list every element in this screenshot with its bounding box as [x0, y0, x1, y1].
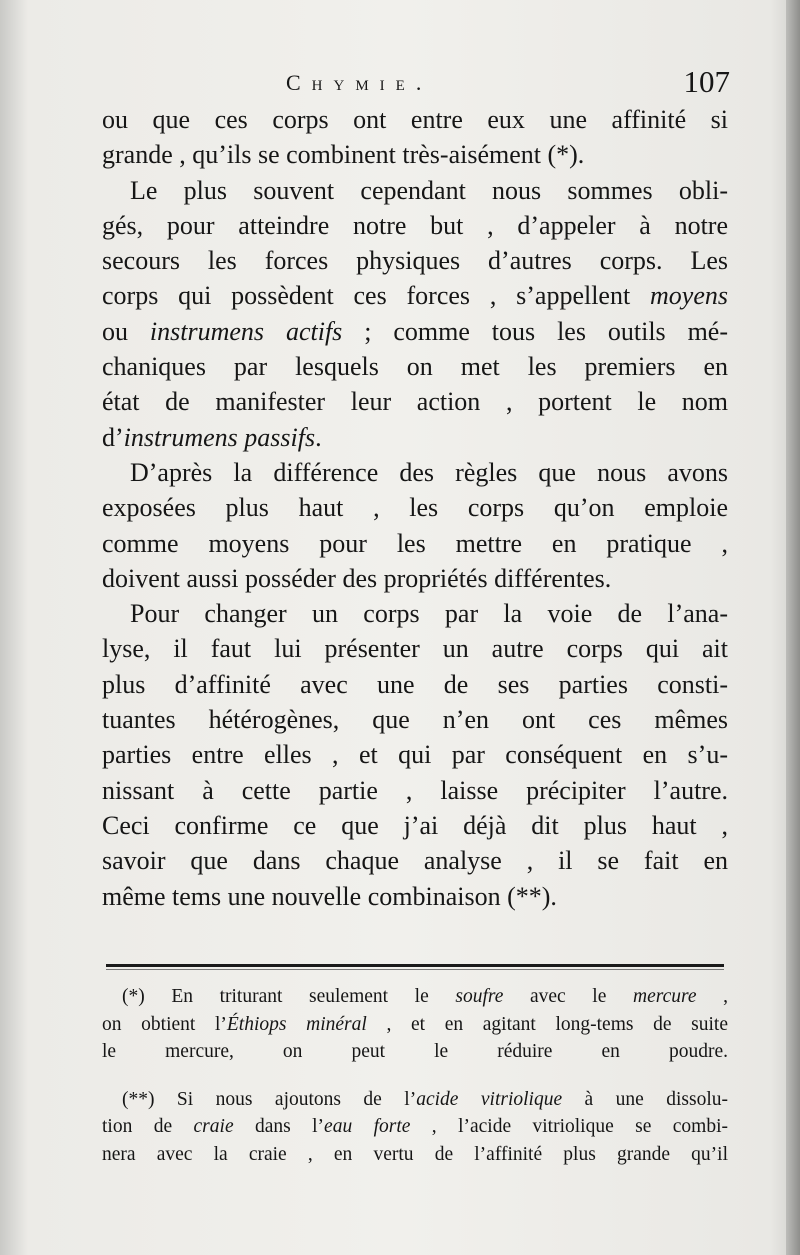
- text-run: chaniques par lesquels on met les premiers en: [102, 352, 728, 382]
- text-line: [102, 102, 728, 137]
- text-line: [102, 243, 728, 278]
- text-run: même tems une nouvelle combinaison (**).: [102, 881, 557, 911]
- text-run: on obtient l’: [102, 1013, 227, 1035]
- text-line: [102, 349, 728, 384]
- text-run: ,: [696, 986, 729, 1007]
- paragraph: [102, 102, 728, 173]
- text-run: , l’acide vitriolique se combi-: [410, 1116, 729, 1137]
- text-run: Le plus souvent cependant nous sommes obli-: [130, 175, 728, 205]
- footnote-line: [102, 1011, 728, 1039]
- text-run: état de manifester leur action , portent le nom: [102, 387, 728, 417]
- footnotes: [102, 983, 728, 1168]
- paragraph: [102, 596, 728, 914]
- text-run: gés, pour atteindre notre but , d’appeler à notre: [102, 210, 728, 240]
- page-header: [102, 64, 730, 104]
- text-line: [102, 596, 728, 631]
- text-run: , et en agitant long-tems de suite: [366, 1013, 729, 1035]
- text-line: [102, 526, 728, 561]
- text-line: [102, 843, 728, 878]
- running-title: Chymie.: [286, 70, 433, 95]
- text-run: savoir que dans chaque analyse , il se fait en: [102, 846, 728, 876]
- text-run: le mercure, on peut le réduire en poudre.: [102, 1041, 728, 1062]
- italic-term: mercure: [633, 986, 697, 1007]
- footnote-line: [102, 1113, 728, 1141]
- text-run: ; comme tous les outils mé-: [342, 316, 729, 346]
- text-line: [102, 455, 728, 490]
- footnote-separator-rule: [106, 964, 724, 967]
- footnote-line: [102, 1038, 728, 1066]
- text-line: [102, 773, 728, 808]
- footnote: [102, 1086, 728, 1169]
- text-line: [102, 737, 728, 772]
- body-text: [102, 102, 728, 914]
- text-line: [102, 314, 728, 349]
- text-run: (*) En triturant seulement le: [122, 986, 456, 1007]
- text-run: .: [315, 422, 322, 452]
- italic-term: Éthiops minéral: [226, 1013, 367, 1035]
- text-run: nera avec la craie , en vertu de l’affinité plus grande qu’il: [102, 1143, 728, 1165]
- italic-term: eau forte: [324, 1116, 411, 1137]
- text-run: ou: [102, 316, 150, 346]
- footnote-line: [102, 1141, 728, 1169]
- text-line: [102, 490, 728, 525]
- text-line: [102, 879, 728, 914]
- text-line: [102, 384, 728, 419]
- text-line: [102, 208, 728, 243]
- italic-term: instrumens passifs: [123, 422, 316, 452]
- text-run: exposées plus haut , les corps qu’on emploie: [102, 493, 728, 523]
- text-run: à une dissolu-: [562, 1088, 728, 1110]
- italic-term: acide vitriolique: [416, 1088, 563, 1110]
- text-run: grande , qu’ils se combinent très-aisément (*).: [102, 140, 585, 170]
- footnote-separator-hairline: [106, 969, 724, 970]
- text-run: Pour changer un corps par la voie de l’ana-: [130, 599, 728, 629]
- text-run: ou que ces corps ont entre eux une affinité si: [102, 105, 728, 134]
- italic-term: soufre: [455, 986, 504, 1007]
- paragraph: [102, 455, 728, 596]
- page-gutter-shadow: [786, 0, 800, 1255]
- text-line: [102, 561, 728, 596]
- page-number: 107: [683, 64, 730, 99]
- text-run: parties entre elles , et qui par conséquent en s’u-: [102, 740, 728, 770]
- text-run: avec le: [503, 986, 633, 1007]
- text-run: d’: [102, 422, 124, 452]
- text-run: comme moyens pour les mettre en pratique ,: [102, 528, 728, 558]
- text-line: [102, 808, 728, 843]
- footnote: [102, 983, 728, 1066]
- italic-term: instrumens actifs: [149, 316, 343, 346]
- text-line: [102, 278, 728, 313]
- text-run: tuantes hétérogènes, que n’en ont ces mêmes: [102, 705, 728, 735]
- italic-term: craie: [193, 1116, 234, 1137]
- text-line: [102, 420, 728, 455]
- italic-term: moyens: [650, 281, 728, 311]
- text-line: [102, 137, 728, 172]
- text-run: D’après la différence des règles que nous avons: [130, 457, 728, 487]
- text-run: nissant à cette partie , laisse précipiter l’autre.: [102, 775, 728, 805]
- text-line: [102, 173, 728, 208]
- text-run: corps qui possèdent ces forces , s’appellent: [102, 281, 651, 311]
- text-run: tion de: [102, 1116, 194, 1137]
- footnote-line: [102, 1086, 728, 1114]
- text-run: lyse, il faut lui présenter un autre corps qui ait: [102, 634, 728, 664]
- text-line: [102, 702, 728, 737]
- text-run: dans l’: [233, 1116, 325, 1137]
- paragraph: [102, 173, 728, 455]
- text-run: secours les forces physiques d’autres corps. Les: [102, 246, 728, 276]
- text-run: plus d’affinité avec une de ses parties consti-: [102, 669, 728, 699]
- text-run: doivent aussi posséder des propriétés différentes.: [102, 563, 612, 593]
- footnote-line: [102, 983, 728, 1011]
- text-run: Ceci confirme ce que j’ai déjà dit plus haut ,: [102, 810, 728, 840]
- text-line: [102, 667, 728, 702]
- text-run: (**) Si nous ajoutons de l’: [122, 1088, 417, 1110]
- text-line: [102, 631, 728, 666]
